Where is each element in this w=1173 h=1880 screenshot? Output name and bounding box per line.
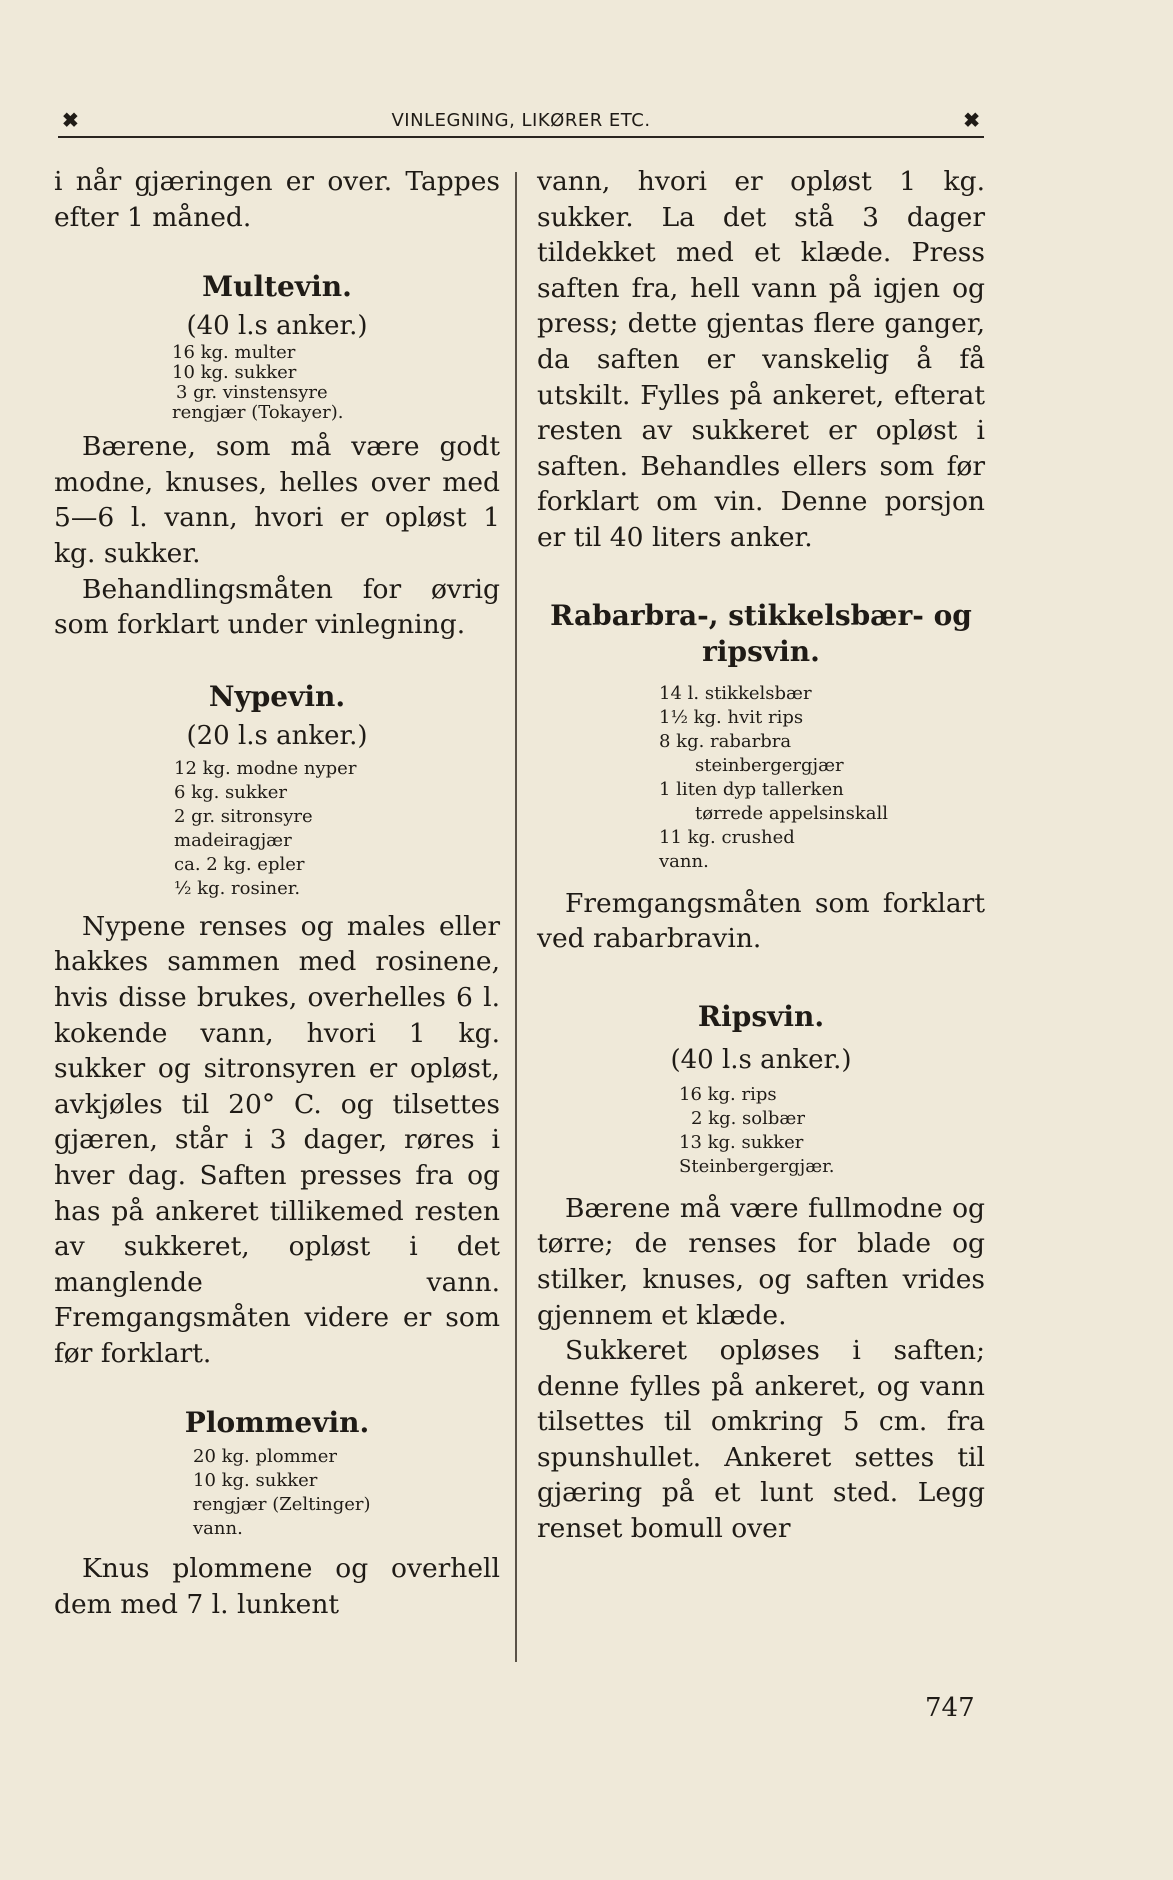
ingredient-line: rengjær (Tokayer). — [172, 402, 344, 424]
ingredient-line: vann. — [659, 850, 709, 872]
nypevin-ingredient-list — [54, 757, 500, 901]
ingredient-line: 11 kg. crushed — [659, 826, 795, 848]
recipe-title-plommevin: Plommevin. — [184, 1406, 370, 1440]
multevin-anker-size: (40 l.s anker.) — [186, 311, 368, 342]
recipe-title-ripsvin: Ripsvin. — [697, 999, 825, 1033]
rabarbra-method-paragraph: Fremgangsmåten som forklart ved rabarbravin. — [537, 887, 985, 955]
ingredient-line: 10 kg. sukker — [172, 362, 297, 384]
ingredient-line: tørrede appelsinskall — [695, 802, 888, 824]
left-intro-paragraph: i når gjæringen er over. Tappes efter 1 måned. — [54, 166, 500, 233]
ingredient-line: 1 liten dyp tallerken — [659, 778, 844, 800]
ingredient-line: ca. 2 kg. epler — [174, 853, 305, 875]
header-title: VINLEGNING, LIKØRER ETC. — [391, 110, 651, 131]
page-number: 747 — [925, 1693, 975, 1723]
ingredient-line: 16 kg. rips — [679, 1083, 777, 1105]
nypevin-method-paragraph: Nypene renses og males eller hakkes sammen med rosinene, hvis disse brukes, overhelles 6 l. kokende vann, hvori 1 kg. sukker og sitronsyren er opløst, avkjøles til 20° C. og tilsettes gjæren, står i 3 dager, røres i hver dag. Saften presses fra og has på ankeret tillikemed resten av sukkeret, opløst i det manglende vann. Fremgangsmåten videre er som før forklart. — [54, 910, 500, 1369]
running-header — [58, 106, 984, 138]
recipe-title-nypevin: Nypevin. — [208, 679, 346, 713]
header-ornament-right: ✖ — [963, 108, 980, 132]
ingredient-line: Steinbergergjær. — [679, 1155, 835, 1177]
ripsvin-anker-size: (40 l.s anker.) — [670, 1044, 852, 1075]
ingredient-line: steinbergergjær — [695, 754, 844, 776]
multevin-ingredient-list — [54, 343, 500, 423]
ingredient-line: 2 gr. sitronsyre — [174, 805, 313, 827]
header-ornament-left: ✖ — [62, 108, 79, 132]
ripsvin-method-paragraph-2: Sukkeret opløses i saften; denne fylles på ankeret, og vann tilsettes til omkring 5 cm. fra spunshullet. Ankeret settes til gjæring på et lunt sted. Legg renset bomull over — [537, 1335, 985, 1545]
ingredient-line: vann. — [193, 1518, 243, 1540]
ingredient-line: 10 kg. sukker — [193, 1470, 318, 1492]
ingredient-line: 12 kg. modne nyper — [174, 757, 357, 779]
ingredient-line: 16 kg. multer — [172, 342, 296, 364]
column-divider — [515, 172, 517, 1662]
rabarbra-ingredient-list — [537, 682, 985, 874]
ingredient-line: 1½ kg. hvit rips — [659, 706, 804, 728]
left-column — [54, 164, 500, 1623]
ripsvin-ingredient-list — [537, 1083, 985, 1179]
recipe-title-multevin: Multevin. — [202, 270, 352, 304]
ingredient-line: 14 l. stikkelsbær — [659, 682, 812, 704]
plommevin-ingredient-list — [54, 1445, 500, 1541]
nypevin-anker-size: (20 l.s anker.) — [186, 720, 368, 751]
plommevin-method-paragraph: Knus plommene og overhell dem med 7 l. lunkent — [54, 1553, 500, 1621]
ingredient-line: 13 kg. sukker — [679, 1131, 804, 1153]
ingredient-line: 3 gr. vinstensyre — [176, 382, 328, 404]
recipe-title-rabarbra-stikkelsbaer-ripsvin: Rabarbra-, stikkelsbær- og ripsvin. — [550, 598, 972, 668]
ingredient-line: madeiragjær — [174, 829, 292, 851]
ingredient-line: 6 kg. sukker — [174, 781, 287, 803]
ingredient-line: rengjær (Zeltinger) — [193, 1494, 371, 1516]
ingredient-line: 2 kg. solbær — [691, 1107, 805, 1129]
ripsvin-method-paragraph: Bærene må være fullmodne og tørre; de renses for blade og stilker, knuses, og saften vrides gjennem et klæde. — [537, 1192, 985, 1331]
ingredient-line: ½ kg. rosiner. — [174, 877, 301, 899]
right-intro-paragraph: vann, hvori er opløst 1 kg. sukker. La det stå 3 dager tildekket med et klæde. Press saften fra, hell vann på igjen og press; dette gjentas flere ganger, da saften er vanskelig å få utskilt. Fylles på ankeret, efterat resten av sukkeret er opløst i saften. Behandles ellers som før forklart om vin. Denne porsjon er til 40 liters anker. — [537, 166, 985, 553]
multevin-method-paragraph: Bærene, som må være godt modne, knuses, helles over med 5—6 l. vann, hvori er opløst 1 kg. sukker. — [54, 431, 500, 569]
ingredient-line: 8 kg. rabarbra — [659, 730, 792, 752]
ingredient-line: 20 kg. plommer — [193, 1446, 338, 1468]
multevin-note-paragraph: Behandlingsmåten for øvrig som forklart under vinlegning. — [54, 573, 500, 641]
right-column — [537, 164, 985, 1547]
